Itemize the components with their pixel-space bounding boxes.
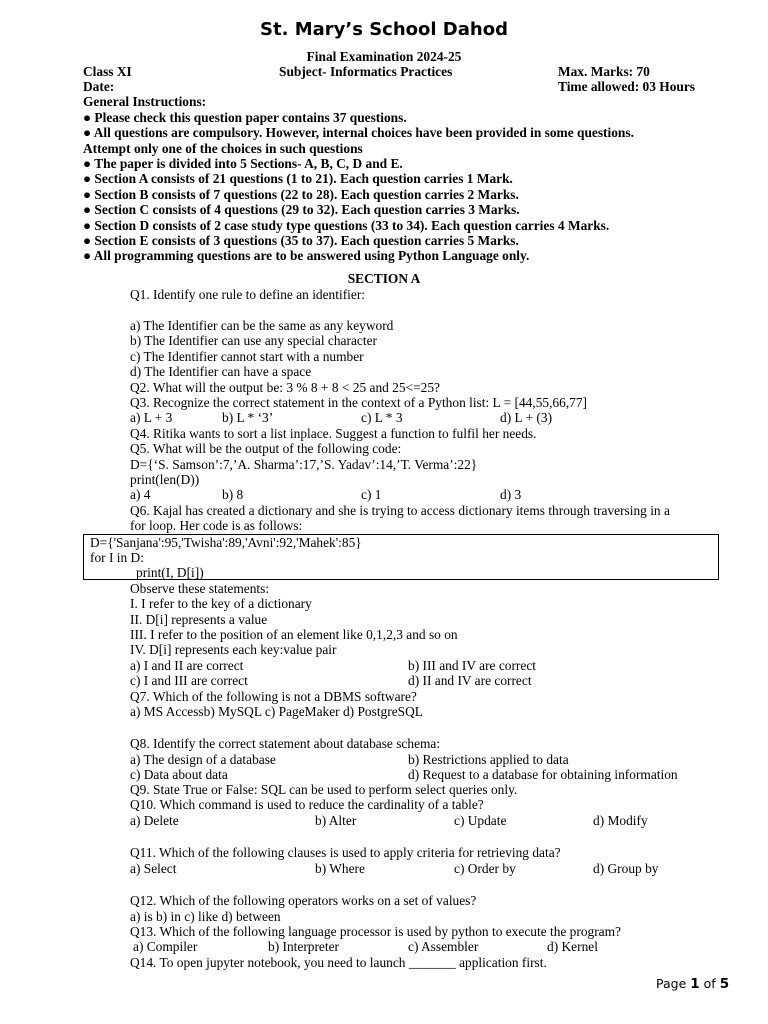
option-a: a) 4 — [130, 487, 151, 502]
option-b: b) Restrictions applied to data — [408, 752, 569, 767]
option-c: c) Data about data — [130, 767, 228, 782]
code-line: D={'Sanjana':95,'Twisha':89,'Avni':92,'Mahek':85} — [90, 535, 362, 550]
question-13: Q13. Which of the following language processor is used by python to execute the program? — [130, 924, 621, 939]
option-c: c) Assembler — [408, 939, 479, 954]
question-2: Q2. What will the output be: 3 % 8 + 8 < 25 and 25<=25? — [130, 380, 441, 395]
question-4: Q4. Ritika wants to sort a list inplace. Suggest a function to fulfil her needs. — [130, 426, 537, 441]
option-d: d) Group by — [593, 861, 659, 876]
option-d: d) Request to a database for obtaining information — [408, 767, 678, 782]
time-allowed: Time allowed: 03 Hours — [558, 79, 696, 94]
instructions-heading: General Instructions: — [83, 94, 207, 109]
question-5: Q5. What will be the output of the following code: — [130, 441, 402, 456]
school-name: St. Mary’s School Dahod — [260, 19, 508, 40]
question-6-continued: for loop. Her code is as follows: — [130, 518, 303, 533]
question-3: Q3. Recognize the correct statement in the context of a Python list: L = [44,55,66,77] — [130, 395, 588, 410]
question-9: Q9. State True or False: SQL can be used to perform select queries only. — [130, 782, 518, 797]
option-a: a) Delete — [130, 813, 179, 828]
statement: IV. D[i] represents each key:value pair — [130, 642, 337, 657]
option-c: c) L * 3 — [361, 410, 403, 425]
instruction-line: Attempt only one of the choices in such questions — [83, 141, 363, 156]
option-d: d) L + (3) — [500, 410, 553, 425]
statement: II. D[i] represents a value — [130, 612, 268, 627]
option-a: a) Select — [130, 861, 177, 876]
option-d: d) Modify — [593, 813, 648, 828]
option-c: c) Order by — [454, 861, 516, 876]
page-footer — [656, 976, 729, 992]
observe-text: Observe these statements: — [130, 581, 270, 596]
option-d: d) The Identifier can have a space — [130, 364, 312, 379]
option-c: c) The Identifier cannot start with a number — [130, 349, 364, 364]
instruction-line: ● The paper is divided into 5 Sections- A, B, C, D and E. — [83, 156, 403, 171]
option-b: b) III and IV are correct — [408, 658, 537, 673]
instruction-line: ● Section B consists of 7 questions (22 to 28). Each question carries 2 Marks. — [83, 187, 519, 202]
question-11: Q11. Which of the following clauses is used to apply criteria for retrieving data? — [130, 845, 561, 860]
option-d: d) Kernel — [547, 939, 598, 954]
page-total: 5 — [719, 976, 730, 992]
option-b: b) L * ‘3’ — [222, 410, 274, 425]
option-b: b) The Identifier can use any special character — [130, 333, 377, 348]
option-c: c) 1 — [361, 487, 382, 502]
instruction-line: ● All programming questions are to be answered using Python Language only. — [83, 248, 530, 263]
code-line: print(len(D)) — [130, 472, 200, 487]
page-word: Page — [656, 976, 687, 991]
options-line: a) is b) in c) like d) between — [130, 909, 281, 924]
section-title: SECTION A — [347, 271, 421, 286]
question-12: Q12. Which of the following operators works on a set of values? — [130, 893, 477, 908]
option-a: a) I and II are correct — [130, 658, 244, 673]
options-line: a) MS Accessb) MySQL c) PageMaker d) PostgreSQL — [130, 704, 423, 719]
max-marks: Max. Marks: 70 — [558, 64, 650, 79]
option-d: d) 3 — [500, 487, 522, 502]
option-c: c) Update — [454, 813, 507, 828]
date-label: Date: — [83, 79, 115, 94]
instruction-line: ● Section E consists of 3 questions (35 to 37). Each question carries 5 Marks. — [83, 233, 519, 248]
option-a: a) Compiler — [133, 939, 198, 954]
instruction-line: ● Section D consists of 2 case study type questions (33 to 34). Each question carries 4 Marks. — [83, 218, 610, 233]
class-label: Class XI — [83, 64, 132, 79]
option-a: a) The design of a database — [130, 752, 276, 767]
question-14: Q14. To open jupyter notebook, you need to launch _______ application first. — [130, 955, 547, 970]
question-8: Q8. Identify the correct statement about database schema: — [130, 736, 441, 751]
option-b: b) Interpreter — [268, 939, 340, 954]
option-a: a) The Identifier can be the same as any keyword — [130, 318, 394, 333]
question-1: Q1. Identify one rule to define an identifier: — [130, 287, 365, 302]
option-c: c) I and III are correct — [130, 673, 248, 688]
question-7: Q7. Which of the following is not a DBMS software? — [130, 689, 417, 704]
question-10: Q10. Which command is used to reduce the cardinality of a table? — [130, 797, 484, 812]
option-a: a) L + 3 — [130, 410, 173, 425]
code-line: print(I, D[i]) — [136, 565, 204, 580]
option-b: b) 8 — [222, 487, 244, 502]
instruction-line: ● Section A consists of 21 questions (1 to 21). Each question carries 1 Mark. — [83, 171, 513, 186]
option-b: b) Alter — [315, 813, 357, 828]
question-6: Q6. Kajal has created a dictionary and she is trying to access dictionary items through traversing in a — [130, 503, 670, 518]
statement: III. I refer to the position of an element like 0,1,2,3 and so on — [130, 627, 458, 642]
instruction-line: ● Section C consists of 4 questions (29 to 32). Each question carries 3 Marks. — [83, 202, 520, 217]
code-line: D={‘S. Samson’:7,’A. Sharma’:17,’S. Yadav’:14,’T. Verma’:22} — [130, 457, 478, 472]
statement: I. I refer to the key of a dictionary — [130, 596, 312, 611]
code-line: for I in D: — [90, 550, 144, 565]
subject-label: Subject- Informatics Practices — [279, 64, 453, 79]
page-number: 1 — [690, 976, 700, 992]
code-box — [83, 534, 719, 580]
of-word: of — [703, 976, 716, 991]
instruction-line: ● Please check this question paper contains 37 questions. — [83, 110, 407, 125]
option-b: b) Where — [315, 861, 365, 876]
option-d: d) II and IV are correct — [408, 673, 532, 688]
exam-title: Final Examination 2024-25 — [306, 49, 462, 64]
instruction-line: ● All questions are compulsory. However, internal choices have been provided in some questions. — [83, 125, 634, 140]
